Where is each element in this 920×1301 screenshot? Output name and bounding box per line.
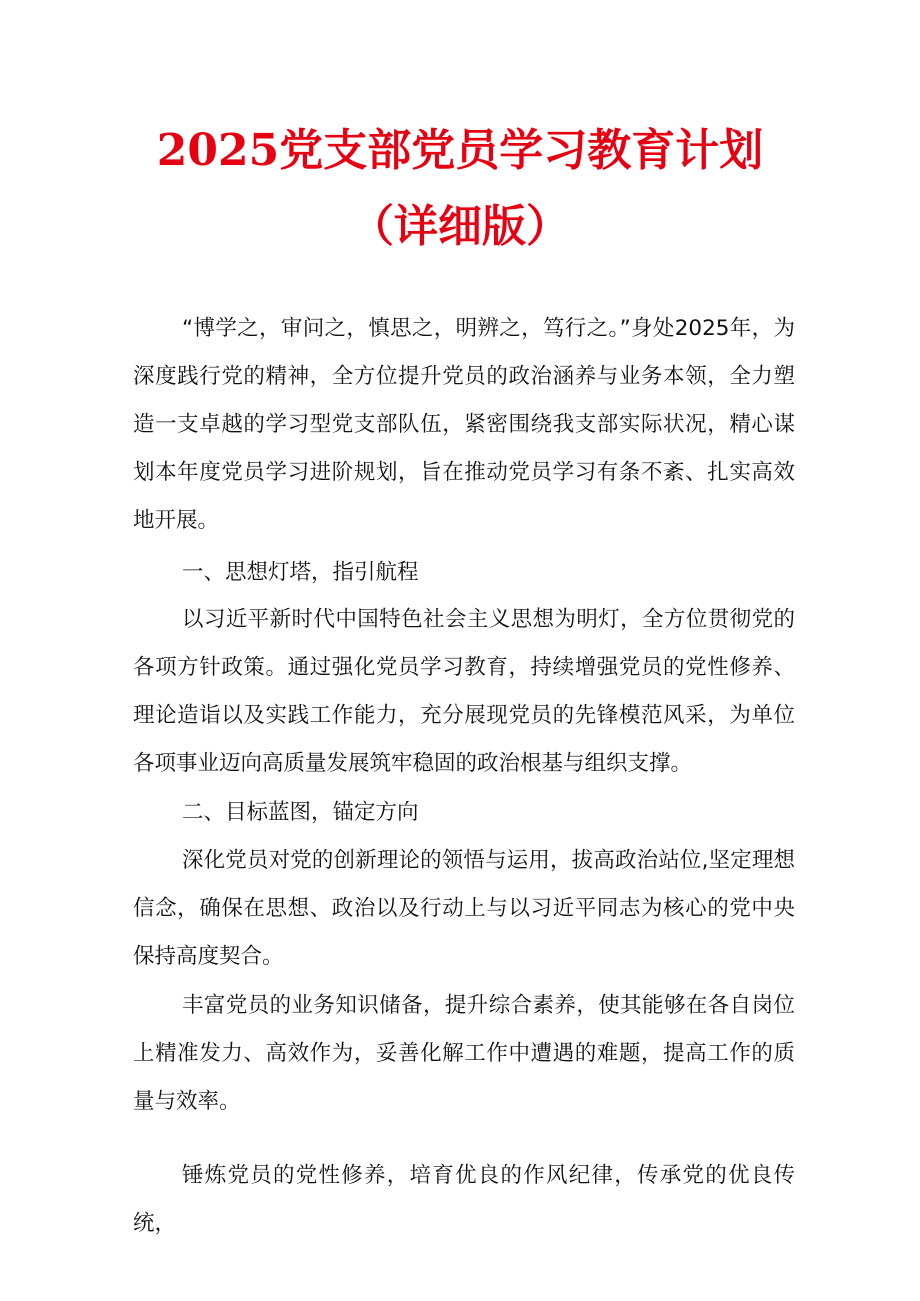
section2-paragraph-1: 深化党员对党的创新理论的领悟与运用，拔高政治站位,坚定理想信念，确保在思想、政治以及行动上与以习近平同志为核心的党中央保持高度契合。 bbox=[133, 848, 795, 969]
section2-paragraph-2: 丰富党员的业务知识储备，提升综合素养，使其能够在各自岗位上精准发力、高效作为，妥善化解工作中遭遇的难题，提高工作的质量与效率。 bbox=[133, 993, 795, 1114]
section1-heading: 一、思想灯塔，指引航程 bbox=[182, 560, 419, 585]
section2-heading: 二、目标蓝图，锚定方向 bbox=[182, 800, 419, 825]
document-subtitle: （详细版） bbox=[350, 201, 570, 252]
intro-paragraph: “博学之，审问之，慎思之，明辨之，笃行之。”身处2025年，为深度践行党的精神，全方位提升党员的政治涵养与业务本领，全力塑造一支卓越的学习型党支部队伍，紧密围绕我支部实际状况，精心谋划本年度党员学习进阶规划，旨在推动党员学习有条不紊、扎实高效地开展。 bbox=[133, 316, 795, 533]
document-title: 2025党支部党员学习教育计划 bbox=[156, 125, 764, 176]
section2-paragraph-3: 锤炼党员的党性修养，培育优良的作风纪律，传承党的优良传统， bbox=[133, 1163, 795, 1236]
section1-paragraph: 以习近平新时代中国特色社会主义思想为明灯，全方位贯彻党的各项方针政策。通过强化党员学习教育，持续增强党员的党性修养、理论造诣以及实践工作能力，充分展现党员的先锋模范风采，为单位各项事业迈向高质量发展筑牢稳固的政治根基与组织支撑。 bbox=[133, 607, 795, 776]
